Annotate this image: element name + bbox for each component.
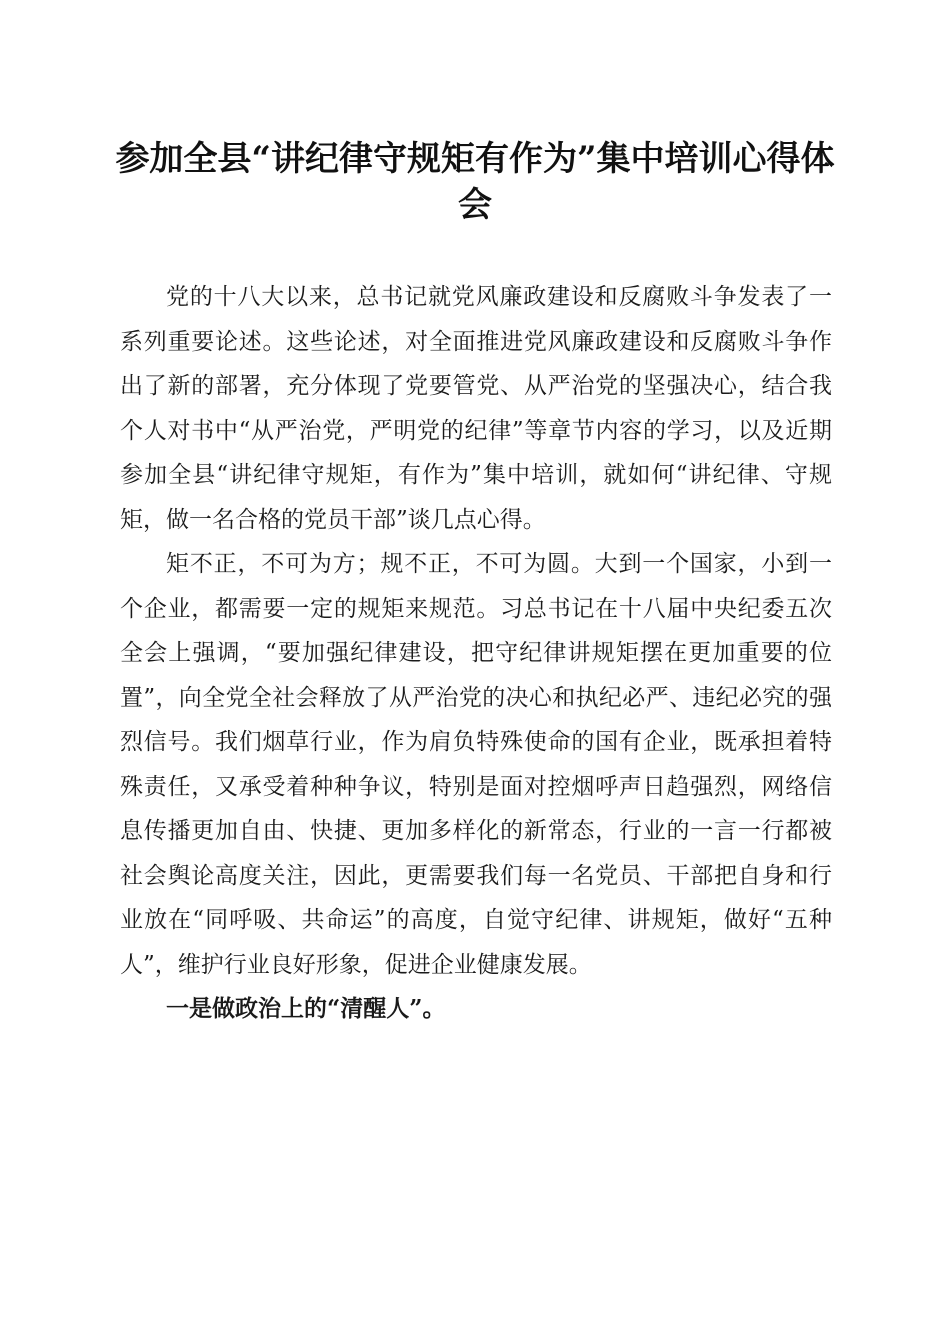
paragraph-rules: 矩不正，不可为方；规不正，不可为圆。大到一个国家，小到一个企业，都需要一定的规矩来规范。习总书记在十八届中央纪委五次全会上强调，“要加强纪律建设，把守纪律讲规矩摆在更加重要的位置”，向全党全社会释放了从严治党的决心和执纪必严、违纪必究的强烈信号。我们烟草行业，作为肩负特殊使命的国有企业，既承担着特殊责任，又承受着种种争议，特别是面对控烟呼声日趋强烈，网络信息传播更加自由、快捷、更加多样化的新常态，行业的一言一行都被社会舆论高度关注，因此，更需要我们每一名党员、干部把自身和行业放在“同呼吸、共命运”的高度，自觉守纪律、讲规矩，做好“五种人”，维护行业良好形象，促进企业健康发展。: [120, 551, 832, 978]
document-title: 参加全县“讲纪律守规矩有作为”集中培训心得体会: [115, 139, 835, 225]
section-heading: 一是做政治上的“清醒人”。: [166, 995, 446, 1022]
document-body: [120, 275, 832, 1032]
paragraph-intro: 党的十八大以来，总书记就党风廉政建设和反腐败斗争发表了一系列重要论述。这些论述，对全面推进党风廉政建设和反腐败斗争作出了新的部署，充分体现了党要管党、从严治党的坚强决心，结合我个人对书中“从严治党，严明党的纪律”等章节内容的学习，以及近期参加全县“讲纪律守规矩，有作为”集中培训，就如何“讲纪律、守规矩，做一名合格的党员干部”谈几点心得。: [120, 284, 832, 533]
